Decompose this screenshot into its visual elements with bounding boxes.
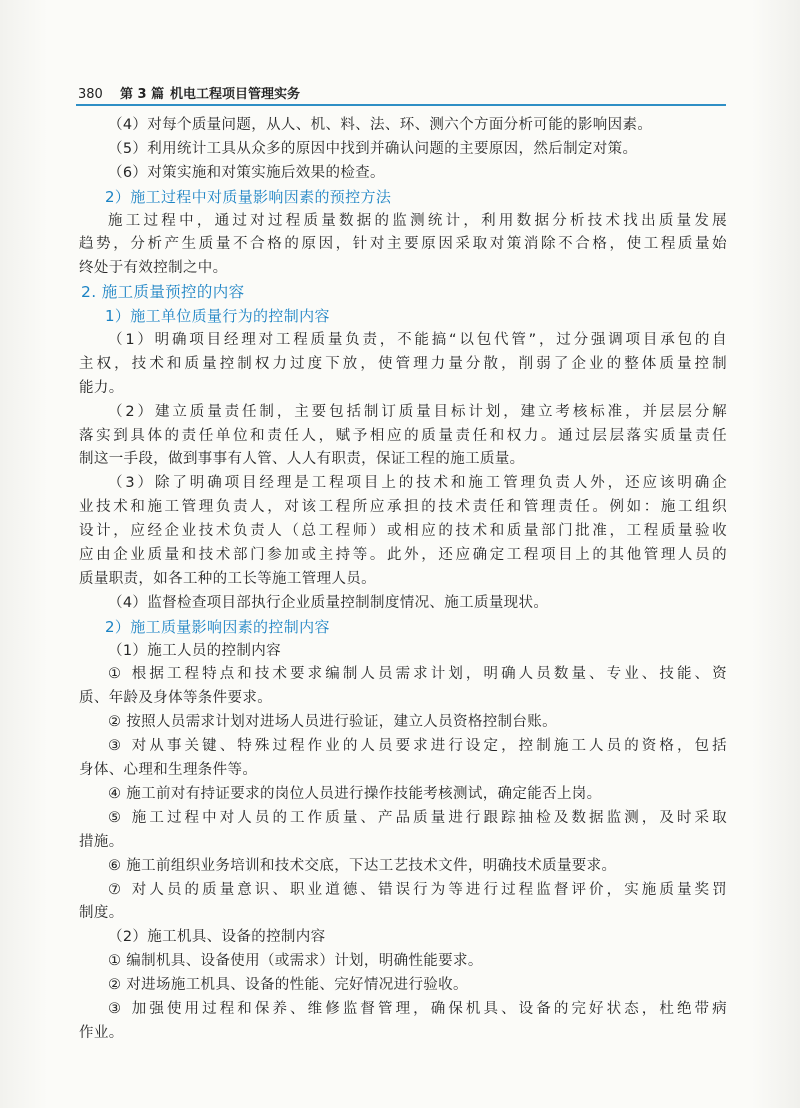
part-label: 第 3 篇: [120, 87, 165, 102]
text-line: 作业。: [79, 1024, 124, 1041]
body-text: [79, 114, 727, 1046]
text-line: 质量职责，如各工种的工长等施工管理人员。: [79, 570, 376, 587]
page-number: 380: [78, 87, 103, 102]
text-line: ⑦ 对人员的质量意识、职业道德、错误行为等进行过程监督评价，实施质量奖罚: [108, 881, 727, 898]
text-line: ② 按照人员需求计划对进场人员进行验证，建立人员资格控制台账。: [108, 714, 557, 731]
section-heading: 2）施工质量影响因素的控制内容: [105, 617, 330, 636]
text-line: ⑤ 施工过程中对人员的工作质量、产品质量进行跟踪抽检及数据监测，及时采取: [108, 809, 727, 826]
text-line: 终处于有效控制之中。: [79, 260, 228, 277]
text-line: （2）施工机具、设备的控制内容: [108, 929, 326, 946]
text-line: 主权，技术和质量控制权力过度下放，使管理力量分散，削弱了企业的整体质量控制: [79, 355, 727, 372]
text-line: 趋势，分析产生质量不合格的原因，针对主要原因采取对策消除不合格，使工程质量始: [79, 236, 727, 253]
text-line: （4）监督检查项目部执行企业质量控制制度情况、施工质量现状。: [108, 594, 549, 611]
text-line: 施工过程中，通过对过程质量数据的监测统计，利用数据分析技术找出质量发展: [108, 212, 727, 229]
text-line: ③ 加强使用过程和保养、维修监督管理，确保机具、设备的完好状态，杜绝带病: [108, 1000, 727, 1017]
text-line: ② 对进场施工机具、设备的性能、完好情况进行验收。: [108, 977, 468, 994]
section-heading: 2）施工过程中对质量影响因素的预控方法: [105, 187, 392, 206]
text-line: （2）建立质量责任制，主要包括制订质量目标计划，建立考核标准，并层层分解: [108, 403, 727, 420]
section-heading: 1）施工单位质量行为的控制内容: [105, 307, 330, 326]
text-line: （1）施工人员的控制内容: [108, 642, 281, 659]
text-line: 措施。: [79, 833, 124, 850]
text-line: 身体、心理和生理条件等。: [79, 762, 258, 779]
header-rule: [76, 104, 726, 106]
text-line: （3）除了明确项目经理是工程项目上的技术和施工管理负责人外，还应该明确企: [108, 475, 727, 492]
text-line: ③ 对从事关键、特殊过程作业的人员要求进行设定，控制施工人员的资格，包括: [108, 738, 727, 755]
text-line: （5）利用统计工具从众多的原因中找到并确认问题的主要原因，然后制定对策。: [108, 140, 638, 157]
text-line: 制度。: [79, 905, 124, 922]
text-line: ① 根据工程特点和技术要求编制人员需求计划，明确人员数量、专业、技能、资: [108, 666, 727, 683]
text-line: 落实到具体的责任单位和责任人，赋予相应的质量责任和权力。通过层层落实质量责任: [79, 427, 727, 444]
text-line: ⑥ 施工前组织业务培训和技术交底，下达工艺技术文件，明确技术质量要求。: [108, 857, 617, 874]
text-line: （6）对策实施和对策实施后效果的检查。: [108, 164, 385, 181]
text-line: ① 编制机具、设备使用（或需求）计划，明确性能要求。: [108, 953, 483, 970]
text-line: 制这一手段，做到事事有人管、人人有职责，保证工程的施工质量。: [79, 451, 525, 468]
text-line: 应由企业质量和技术部门参加或主持等。此外，还应确定工程项目上的其他管理人员的: [79, 547, 727, 564]
running-header: [78, 84, 726, 106]
text-line: 设计，应经企业技术负责人（总工程师）或相应的技术和质量部门批准，工程质量验收: [79, 523, 727, 540]
text-line: （4）对每个质量问题，从人、机、料、法、环、测六个方面分析可能的影响因素。: [108, 117, 653, 133]
text-line: ④ 施工前对有持证要求的岗位人员进行操作技能考核测试，确定能否上岗。: [108, 785, 602, 802]
section-heading: 2. 施工质量预控的内容: [81, 283, 245, 302]
book-title: 机电工程项目管理实务: [170, 87, 301, 102]
text-line: （1）明确项目经理对工程质量负责，不能搞“以包代管”，过分强调项目承包的自: [108, 332, 727, 349]
text-line: 业技术和施工管理负责人，对该工程所应承担的技术责任和管理责任。例如：施工组织: [79, 499, 727, 516]
text-line: 能力。: [79, 379, 124, 396]
text-line: 质、年龄及身体等条件要求。: [79, 690, 273, 707]
